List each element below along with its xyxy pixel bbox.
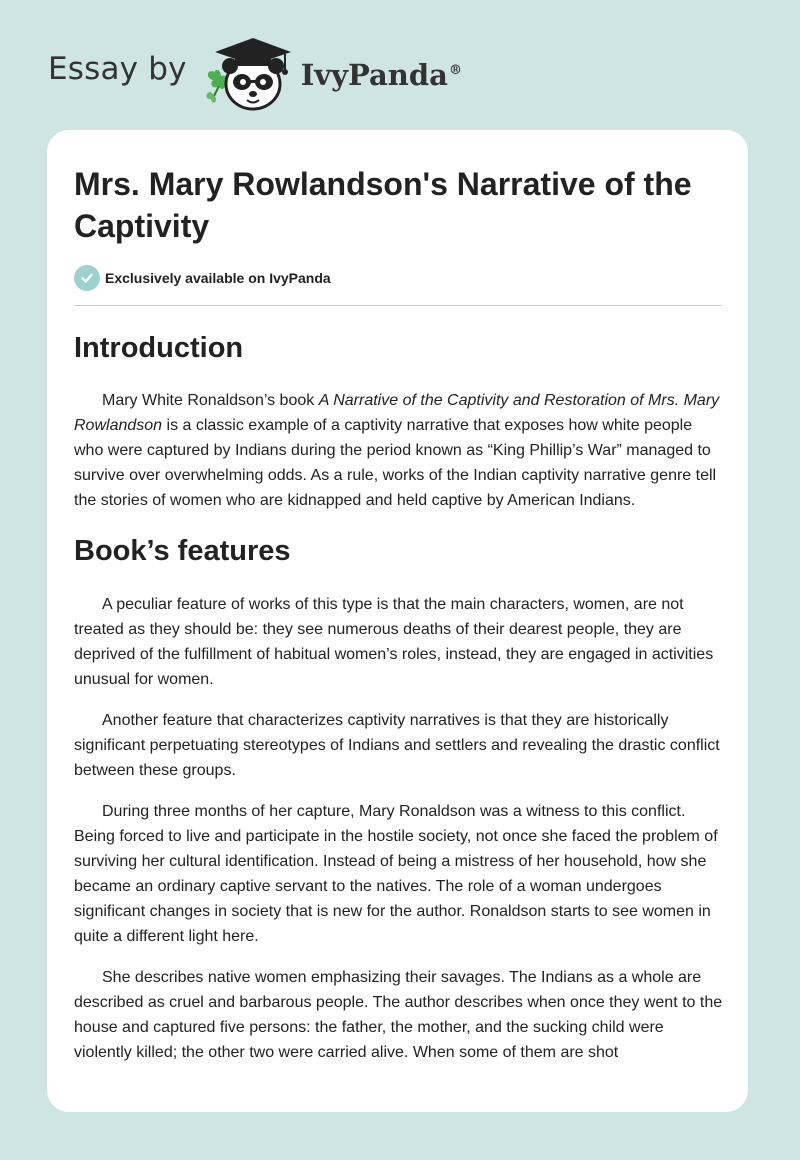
badge-label: Exclusively available on IvyPanda — [105, 270, 331, 286]
exclusive-badge — [74, 264, 724, 292]
paragraph: Another feature that characterizes captivity narratives is that they are historically significant perpetuating stereotypes of Indians and settlers and revealing the drastic conflict between these groups. — [74, 712, 720, 779]
paragraph: A peculiar feature of works of this type is that the main characters, women, are not treated as they should be: they see numerous deaths of their dearest people, they are deprived of the fulfillment of habitual women’s roles, instead, they are engaged in activities unusual for women. — [74, 596, 714, 688]
page-title: Mrs. Mary Rowlandson's Narrative of the Captivity — [74, 166, 692, 244]
brand-prefix: Essay by — [48, 51, 187, 87]
section-heading-introduction: Introduction — [74, 332, 244, 364]
registered-mark: ® — [448, 63, 462, 79]
panda-logo-icon[interactable] — [201, 32, 297, 112]
brand-name-text: IvyPanda — [300, 58, 448, 92]
paragraph-introduction — [74, 388, 724, 513]
checkmark-icon — [74, 265, 100, 291]
paragraph-text: is a classic example of a captivity narrative that exposes how white people who were captured by Indians during the period known as “King Phillip’s War” managed to survive over overwhelming odds. As a rule, works of the Indian captivity narrative genre tell the stories of women who are kidnapped and held captive by American Indians. — [74, 417, 717, 509]
essay-content — [74, 130, 724, 1065]
paragraph: During three months of her capture, Mary Ronaldson was a witness to this conflict. Being forced to live and participate in the hostile society, not once she faced the problem of surviving her cultural identification. Instead of being a mistress of her household, how she became an ordinary captive servant to the natives. The role of a woman undergoes significant changes in society that is new for the author. Ronaldson starts to see women in quite a different light here. — [74, 803, 718, 945]
brand-name — [301, 58, 462, 92]
paragraph-text: Mary White Ronaldson’s book — [102, 392, 319, 409]
essay-card — [47, 130, 748, 1112]
paragraph: She describes native women emphasizing their savages. The Indians as a whole are described as cruel and barbarous people. The author describes when once they went to the house and captured five persons: the father, the mother, and the sucking child were violently killed; the other two were carried alive. When some of them are shot — [74, 969, 723, 1061]
brand-header — [48, 32, 462, 112]
section-heading-features: Book’s features — [74, 535, 291, 567]
book-title-italic: A Narrative of the Captivity and Restoration of Mrs. Mary Rowlandson — [74, 392, 720, 434]
divider — [74, 305, 722, 306]
